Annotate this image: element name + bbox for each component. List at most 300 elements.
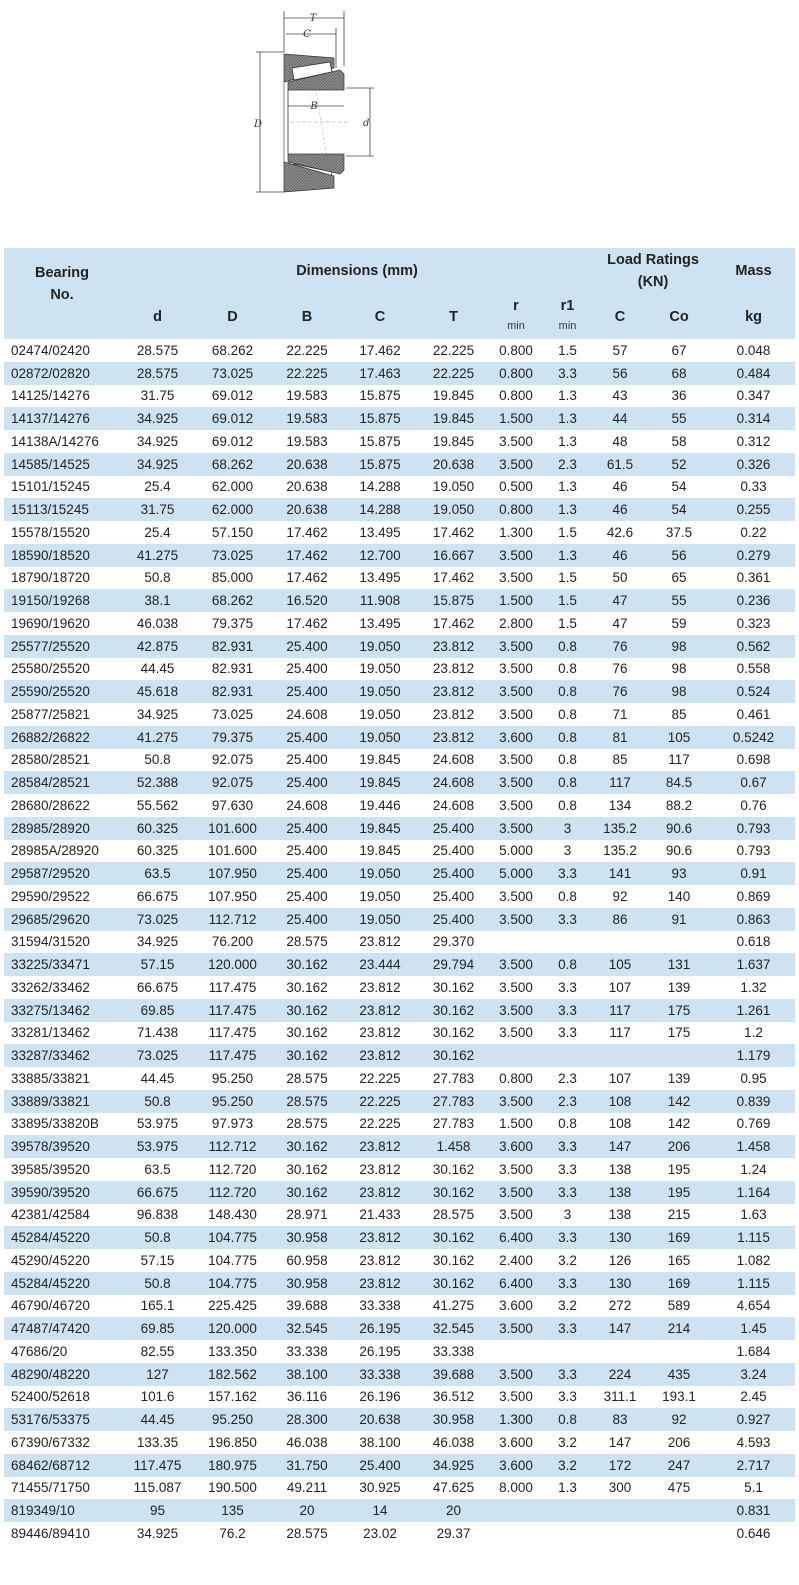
- cell-C: 33.338: [344, 1295, 416, 1318]
- cell-C: 19.050: [344, 885, 416, 908]
- cell-D: 82.931: [195, 658, 270, 681]
- header-T: T: [416, 294, 491, 339]
- cell-C: 23.444: [344, 953, 416, 976]
- cell-T: 20.638: [416, 453, 491, 476]
- cell-load-C: 46: [594, 498, 646, 521]
- cell-T: 33.338: [416, 1340, 491, 1363]
- cell-C: 14.288: [344, 476, 416, 499]
- cell-bearing-no: 14137/14276: [4, 407, 120, 430]
- cell-T: 24.608: [416, 771, 491, 794]
- cell-bearing-no: 28680/28622: [4, 794, 120, 817]
- cell-bearing-no: 45284/45220: [4, 1272, 120, 1295]
- cell-C: 23.812: [344, 1272, 416, 1295]
- cell-r: 3.600: [491, 1135, 541, 1158]
- cell-d: 31.75: [120, 385, 195, 408]
- cell-B: 22.225: [270, 339, 344, 362]
- cell-B: 20.638: [270, 476, 344, 499]
- cell-r: 3.500: [491, 976, 541, 999]
- cell-d: 63.5: [120, 1158, 195, 1181]
- cell-d: 57.15: [120, 953, 195, 976]
- cell-bearing-no: 33889/33821: [4, 1090, 120, 1113]
- cell-r1: 3.2: [541, 1431, 594, 1454]
- cell-C: 19.050: [344, 726, 416, 749]
- cell-C: 19.845: [344, 840, 416, 863]
- cell-mass: 4.593: [712, 1431, 795, 1454]
- cell-r1: 1.5: [541, 339, 594, 362]
- table-header: [4, 248, 795, 339]
- cell-B: 16.520: [270, 589, 344, 612]
- cell-load-Co: 206: [646, 1431, 712, 1454]
- cell-load-Co: 55: [646, 407, 712, 430]
- cell-T: 27.783: [416, 1113, 491, 1136]
- cell-D: 69.012: [195, 407, 270, 430]
- cell-C: 15.875: [344, 453, 416, 476]
- cell-C: 14: [344, 1499, 416, 1522]
- cell-C: 30.925: [344, 1477, 416, 1500]
- table-row: [4, 476, 795, 499]
- cell-load-C: 138: [594, 1204, 646, 1227]
- cell-r: 0.800: [491, 1067, 541, 1090]
- cell-r: 1.500: [491, 589, 541, 612]
- cell-D: 120.000: [195, 1317, 270, 1340]
- cell-T: 30.162: [416, 1272, 491, 1295]
- cell-mass: 1.637: [712, 953, 795, 976]
- cell-D: 112.712: [195, 908, 270, 931]
- cell-B: 49.211: [270, 1477, 344, 1500]
- cell-T: 25.400: [416, 840, 491, 863]
- cell-load-C: 130: [594, 1272, 646, 1295]
- cell-load-Co: 247: [646, 1454, 712, 1477]
- cell-load-Co: [646, 931, 712, 954]
- cell-r: 1.300: [491, 521, 541, 544]
- cell-d: 50.8: [120, 1090, 195, 1113]
- cell-r1: 3.2: [541, 1454, 594, 1477]
- cell-mass: 4.654: [712, 1295, 795, 1318]
- cell-B: 25.400: [270, 817, 344, 840]
- diagram-label-D: D: [254, 119, 263, 130]
- cell-r: 3.500: [491, 817, 541, 840]
- cell-r1: 0.8: [541, 1113, 594, 1136]
- cell-r: 3.500: [491, 453, 541, 476]
- table-row: [4, 726, 795, 749]
- cell-load-C: 134: [594, 794, 646, 817]
- cell-bearing-no: 33895/33820B: [4, 1113, 120, 1136]
- table-row: [4, 1158, 795, 1181]
- cell-r: 3.600: [491, 1454, 541, 1477]
- cell-r1: 1.3: [541, 1477, 594, 1500]
- table-row: [4, 339, 795, 362]
- cell-r: 3.500: [491, 658, 541, 681]
- cell-T: 30.162: [416, 1044, 491, 1067]
- cell-r: [491, 1522, 541, 1545]
- cell-B: 28.575: [270, 1113, 344, 1136]
- cell-load-Co: 142: [646, 1090, 712, 1113]
- cell-d: 34.925: [120, 703, 195, 726]
- table-row: [4, 1363, 795, 1386]
- cell-load-C: 108: [594, 1113, 646, 1136]
- cell-bearing-no: 25580/25520: [4, 658, 120, 681]
- cell-B: 20.638: [270, 498, 344, 521]
- cell-T: 30.162: [416, 1158, 491, 1181]
- table-row: [4, 498, 795, 521]
- cell-r: 3.500: [491, 908, 541, 931]
- cell-D: 104.775: [195, 1249, 270, 1272]
- cell-C: 14.288: [344, 498, 416, 521]
- cell-mass: 1.2: [712, 1022, 795, 1045]
- cell-d: 34.925: [120, 430, 195, 453]
- cell-load-C: 47: [594, 589, 646, 612]
- cell-mass: 1.63: [712, 1204, 795, 1227]
- cell-T: 23.812: [416, 680, 491, 703]
- cell-B: 25.400: [270, 908, 344, 931]
- table-row: [4, 908, 795, 931]
- cell-load-Co: 54: [646, 498, 712, 521]
- cell-D: 95.250: [195, 1067, 270, 1090]
- cell-load-C: 107: [594, 1067, 646, 1090]
- cell-C: 15.875: [344, 430, 416, 453]
- cell-D: 92.075: [195, 771, 270, 794]
- cell-B: 28.575: [270, 931, 344, 954]
- cell-load-Co: 165: [646, 1249, 712, 1272]
- cell-load-Co: 475: [646, 1477, 712, 1500]
- cell-load-C: 85: [594, 749, 646, 772]
- header-load-Co: Co: [646, 294, 712, 339]
- table-row: [4, 817, 795, 840]
- cell-load-C: 50: [594, 567, 646, 590]
- cell-load-Co: 435: [646, 1363, 712, 1386]
- cell-d: 101.6: [120, 1386, 195, 1409]
- cell-load-Co: 139: [646, 976, 712, 999]
- cell-B: 46.038: [270, 1431, 344, 1454]
- cell-d: 25.4: [120, 521, 195, 544]
- table-row: [4, 1044, 795, 1067]
- cell-mass: 0.95: [712, 1067, 795, 1090]
- cell-C: 13.495: [344, 521, 416, 544]
- cell-mass: 3.24: [712, 1363, 795, 1386]
- cell-r: 6.400: [491, 1226, 541, 1249]
- cell-load-Co: 105: [646, 726, 712, 749]
- cell-mass: 0.255: [712, 498, 795, 521]
- cell-T: 22.225: [416, 362, 491, 385]
- cell-B: 25.400: [270, 635, 344, 658]
- header-r: r min: [491, 294, 541, 339]
- cell-r1: 3.3: [541, 1135, 594, 1158]
- cell-r: 0.800: [491, 339, 541, 362]
- cell-r: 0.800: [491, 498, 541, 521]
- cell-d: 31.75: [120, 498, 195, 521]
- cell-load-Co: 214: [646, 1317, 712, 1340]
- table-row: [4, 1477, 795, 1500]
- cell-r1: 2.3: [541, 453, 594, 476]
- cell-r: 3.500: [491, 544, 541, 567]
- table-row: [4, 1226, 795, 1249]
- cell-r1: [541, 1522, 594, 1545]
- cell-C: 22.225: [344, 1067, 416, 1090]
- cell-D: 190.500: [195, 1477, 270, 1500]
- cell-d: 41.275: [120, 726, 195, 749]
- cell-load-Co: 175: [646, 1022, 712, 1045]
- table-row: [4, 1181, 795, 1204]
- cell-bearing-no: 25877/25821: [4, 703, 120, 726]
- cell-r1: 3.3: [541, 976, 594, 999]
- header-r-min: min: [507, 320, 525, 332]
- cell-C: 15.875: [344, 385, 416, 408]
- cell-bearing-no: 25590/25520: [4, 680, 120, 703]
- cell-r: 3.500: [491, 567, 541, 590]
- cell-D: 117.475: [195, 1022, 270, 1045]
- cell-mass: 0.312: [712, 430, 795, 453]
- cell-load-C: 56: [594, 362, 646, 385]
- cell-r: 3.500: [491, 1022, 541, 1045]
- cell-B: 20.638: [270, 453, 344, 476]
- cell-mass: 1.164: [712, 1181, 795, 1204]
- cell-r1: 0.8: [541, 680, 594, 703]
- cell-r: 3.500: [491, 635, 541, 658]
- cell-r1: 3.3: [541, 908, 594, 931]
- cell-T: 1.458: [416, 1135, 491, 1158]
- cell-load-C: 117: [594, 999, 646, 1022]
- cell-d: 115.087: [120, 1477, 195, 1500]
- cell-B: 38.100: [270, 1363, 344, 1386]
- cell-C: 23.812: [344, 1181, 416, 1204]
- cell-load-Co: [646, 1340, 712, 1363]
- cell-C: 33.338: [344, 1363, 416, 1386]
- cell-load-Co: 175: [646, 999, 712, 1022]
- cell-load-C: 135.2: [594, 817, 646, 840]
- header-B: B: [270, 294, 344, 339]
- table-row: [4, 1295, 795, 1318]
- cell-C: 23.812: [344, 1135, 416, 1158]
- cell-T: 30.162: [416, 999, 491, 1022]
- cell-T: 47.625: [416, 1477, 491, 1500]
- cell-load-Co: 93: [646, 862, 712, 885]
- cell-T: 34.925: [416, 1454, 491, 1477]
- cell-B: 30.162: [270, 1022, 344, 1045]
- cell-d: 69.85: [120, 1317, 195, 1340]
- cell-load-C: [594, 931, 646, 954]
- cell-C: 23.812: [344, 931, 416, 954]
- cell-B: 28.300: [270, 1408, 344, 1431]
- cell-load-Co: 98: [646, 658, 712, 681]
- cell-load-C: 86: [594, 908, 646, 931]
- cell-r1: 3.3: [541, 1181, 594, 1204]
- cell-B: 24.608: [270, 703, 344, 726]
- cell-D: 135: [195, 1499, 270, 1522]
- cell-r: [491, 1340, 541, 1363]
- table-row: [4, 1272, 795, 1295]
- cell-load-Co: 169: [646, 1272, 712, 1295]
- cell-D: 76.200: [195, 931, 270, 954]
- cell-C: 19.050: [344, 680, 416, 703]
- cell-load-Co: [646, 1499, 712, 1522]
- cell-mass: 0.869: [712, 885, 795, 908]
- table-row: [4, 1090, 795, 1113]
- cell-r1: 0.8: [541, 885, 594, 908]
- cell-load-C: 61.5: [594, 453, 646, 476]
- cell-mass: 1.082: [712, 1249, 795, 1272]
- cell-C: 11.908: [344, 589, 416, 612]
- cell-B: 17.462: [270, 544, 344, 567]
- cell-mass: 0.461: [712, 703, 795, 726]
- cell-bearing-no: 39590/39520: [4, 1181, 120, 1204]
- cell-D: 196.850: [195, 1431, 270, 1454]
- cell-B: 20: [270, 1499, 344, 1522]
- cell-T: 23.812: [416, 635, 491, 658]
- cell-load-Co: 142: [646, 1113, 712, 1136]
- cell-r: 1.300: [491, 1408, 541, 1431]
- cell-bearing-no: 53176/53375: [4, 1408, 120, 1431]
- cell-bearing-no: 18590/18520: [4, 544, 120, 567]
- cell-d: 127: [120, 1363, 195, 1386]
- cell-C: 12.700: [344, 544, 416, 567]
- cell-T: 29.370: [416, 931, 491, 954]
- cell-r1: 3.2: [541, 1295, 594, 1318]
- cell-B: 31.750: [270, 1454, 344, 1477]
- cell-D: 107.950: [195, 885, 270, 908]
- cell-d: 57.15: [120, 1249, 195, 1272]
- cell-r: 0.800: [491, 362, 541, 385]
- cell-D: 73.025: [195, 544, 270, 567]
- cell-bearing-no: 29685/29620: [4, 908, 120, 931]
- cell-d: 69.85: [120, 999, 195, 1022]
- cell-B: 19.583: [270, 385, 344, 408]
- cell-T: 36.512: [416, 1386, 491, 1409]
- cell-load-Co: 67: [646, 339, 712, 362]
- cell-d: 46.038: [120, 612, 195, 635]
- cell-bearing-no: 42381/42584: [4, 1204, 120, 1227]
- cell-r: 3.500: [491, 1363, 541, 1386]
- cell-load-C: 76: [594, 658, 646, 681]
- cell-D: 82.931: [195, 680, 270, 703]
- cell-load-Co: 215: [646, 1204, 712, 1227]
- cell-r1: 1.3: [541, 544, 594, 567]
- cell-r1: 1.3: [541, 476, 594, 499]
- cell-T: 30.162: [416, 1022, 491, 1045]
- table-row: [4, 771, 795, 794]
- cell-C: 21.433: [344, 1204, 416, 1227]
- cell-mass: 0.618: [712, 931, 795, 954]
- cell-r1: 1.5: [541, 567, 594, 590]
- cell-r: 3.500: [491, 1386, 541, 1409]
- cell-r: [491, 1044, 541, 1067]
- cell-load-C: 135.2: [594, 840, 646, 863]
- cell-load-Co: [646, 1044, 712, 1067]
- cell-mass: 0.361: [712, 567, 795, 590]
- cell-T: 17.462: [416, 521, 491, 544]
- header-bearing-no: Bearing No.: [4, 248, 120, 339]
- cell-T: 30.162: [416, 1249, 491, 1272]
- cell-r1: 0.8: [541, 703, 594, 726]
- cell-bearing-no: 33275/13462: [4, 999, 120, 1022]
- cell-mass: 0.863: [712, 908, 795, 931]
- cell-D: 68.262: [195, 453, 270, 476]
- cell-C: 19.050: [344, 908, 416, 931]
- cell-r1: 3.3: [541, 1022, 594, 1045]
- cell-B: 25.400: [270, 726, 344, 749]
- cell-T: 19.050: [416, 498, 491, 521]
- cell-bearing-no: 28985/28920: [4, 817, 120, 840]
- cell-load-Co: 169: [646, 1226, 712, 1249]
- cell-D: 73.025: [195, 703, 270, 726]
- cell-T: 29.37: [416, 1522, 491, 1545]
- table-row: [4, 362, 795, 385]
- table-row: [4, 749, 795, 772]
- cell-d: 73.025: [120, 908, 195, 931]
- cell-d: 71.438: [120, 1022, 195, 1045]
- cell-B: 17.462: [270, 567, 344, 590]
- cell-B: 60.958: [270, 1249, 344, 1272]
- cell-load-Co: 589: [646, 1295, 712, 1318]
- cell-B: 24.608: [270, 794, 344, 817]
- table-row: [4, 862, 795, 885]
- cell-load-Co: 131: [646, 953, 712, 976]
- cell-r: 3.500: [491, 771, 541, 794]
- cell-B: 33.338: [270, 1340, 344, 1363]
- cell-bearing-no: 15101/15245: [4, 476, 120, 499]
- cell-mass: 0.793: [712, 840, 795, 863]
- cell-C: 23.812: [344, 1226, 416, 1249]
- cell-D: 182.562: [195, 1363, 270, 1386]
- cell-D: 79.375: [195, 726, 270, 749]
- cell-mass: 0.484: [712, 362, 795, 385]
- cell-load-Co: 59: [646, 612, 712, 635]
- cell-C: 19.845: [344, 817, 416, 840]
- cell-D: 95.250: [195, 1090, 270, 1113]
- cell-B: 25.400: [270, 771, 344, 794]
- cell-load-C: 130: [594, 1226, 646, 1249]
- cell-B: 25.400: [270, 840, 344, 863]
- cell-C: 26.195: [344, 1317, 416, 1340]
- cell-r1: 0.8: [541, 658, 594, 681]
- cell-T: 19.050: [416, 476, 491, 499]
- cell-r1: 3.3: [541, 1386, 594, 1409]
- cell-r: 3.500: [491, 1204, 541, 1227]
- cell-mass: 1.24: [712, 1158, 795, 1181]
- cell-bearing-no: 14138A/14276: [4, 430, 120, 453]
- cell-bearing-no: 28584/28521: [4, 771, 120, 794]
- cell-load-Co: 84.5: [646, 771, 712, 794]
- cell-r1: 0.8: [541, 635, 594, 658]
- cell-load-Co: 37.5: [646, 521, 712, 544]
- cell-C: 23.812: [344, 999, 416, 1022]
- cell-bearing-no: 15113/15245: [4, 498, 120, 521]
- table-row: [4, 999, 795, 1022]
- cell-C: 13.495: [344, 567, 416, 590]
- cell-D: 57.150: [195, 521, 270, 544]
- table-row: [4, 407, 795, 430]
- cell-bearing-no: 45284/45220: [4, 1226, 120, 1249]
- cell-d: 66.675: [120, 885, 195, 908]
- cell-bearing-no: 33262/33462: [4, 976, 120, 999]
- cell-C: 15.875: [344, 407, 416, 430]
- cell-d: 63.5: [120, 862, 195, 885]
- cell-load-C: [594, 1044, 646, 1067]
- cell-r1: [541, 1044, 594, 1067]
- cell-T: 20: [416, 1499, 491, 1522]
- cell-B: 17.462: [270, 612, 344, 635]
- cell-B: 25.400: [270, 680, 344, 703]
- table-row: [4, 453, 795, 476]
- cell-C: 23.812: [344, 1022, 416, 1045]
- cell-r: 0.500: [491, 476, 541, 499]
- cell-D: 82.931: [195, 635, 270, 658]
- table-row: [4, 1454, 795, 1477]
- cell-load-C: 48: [594, 430, 646, 453]
- cell-d: 66.675: [120, 976, 195, 999]
- cell-bearing-no: 31594/31520: [4, 931, 120, 954]
- cell-C: 26.196: [344, 1386, 416, 1409]
- cell-d: 60.325: [120, 840, 195, 863]
